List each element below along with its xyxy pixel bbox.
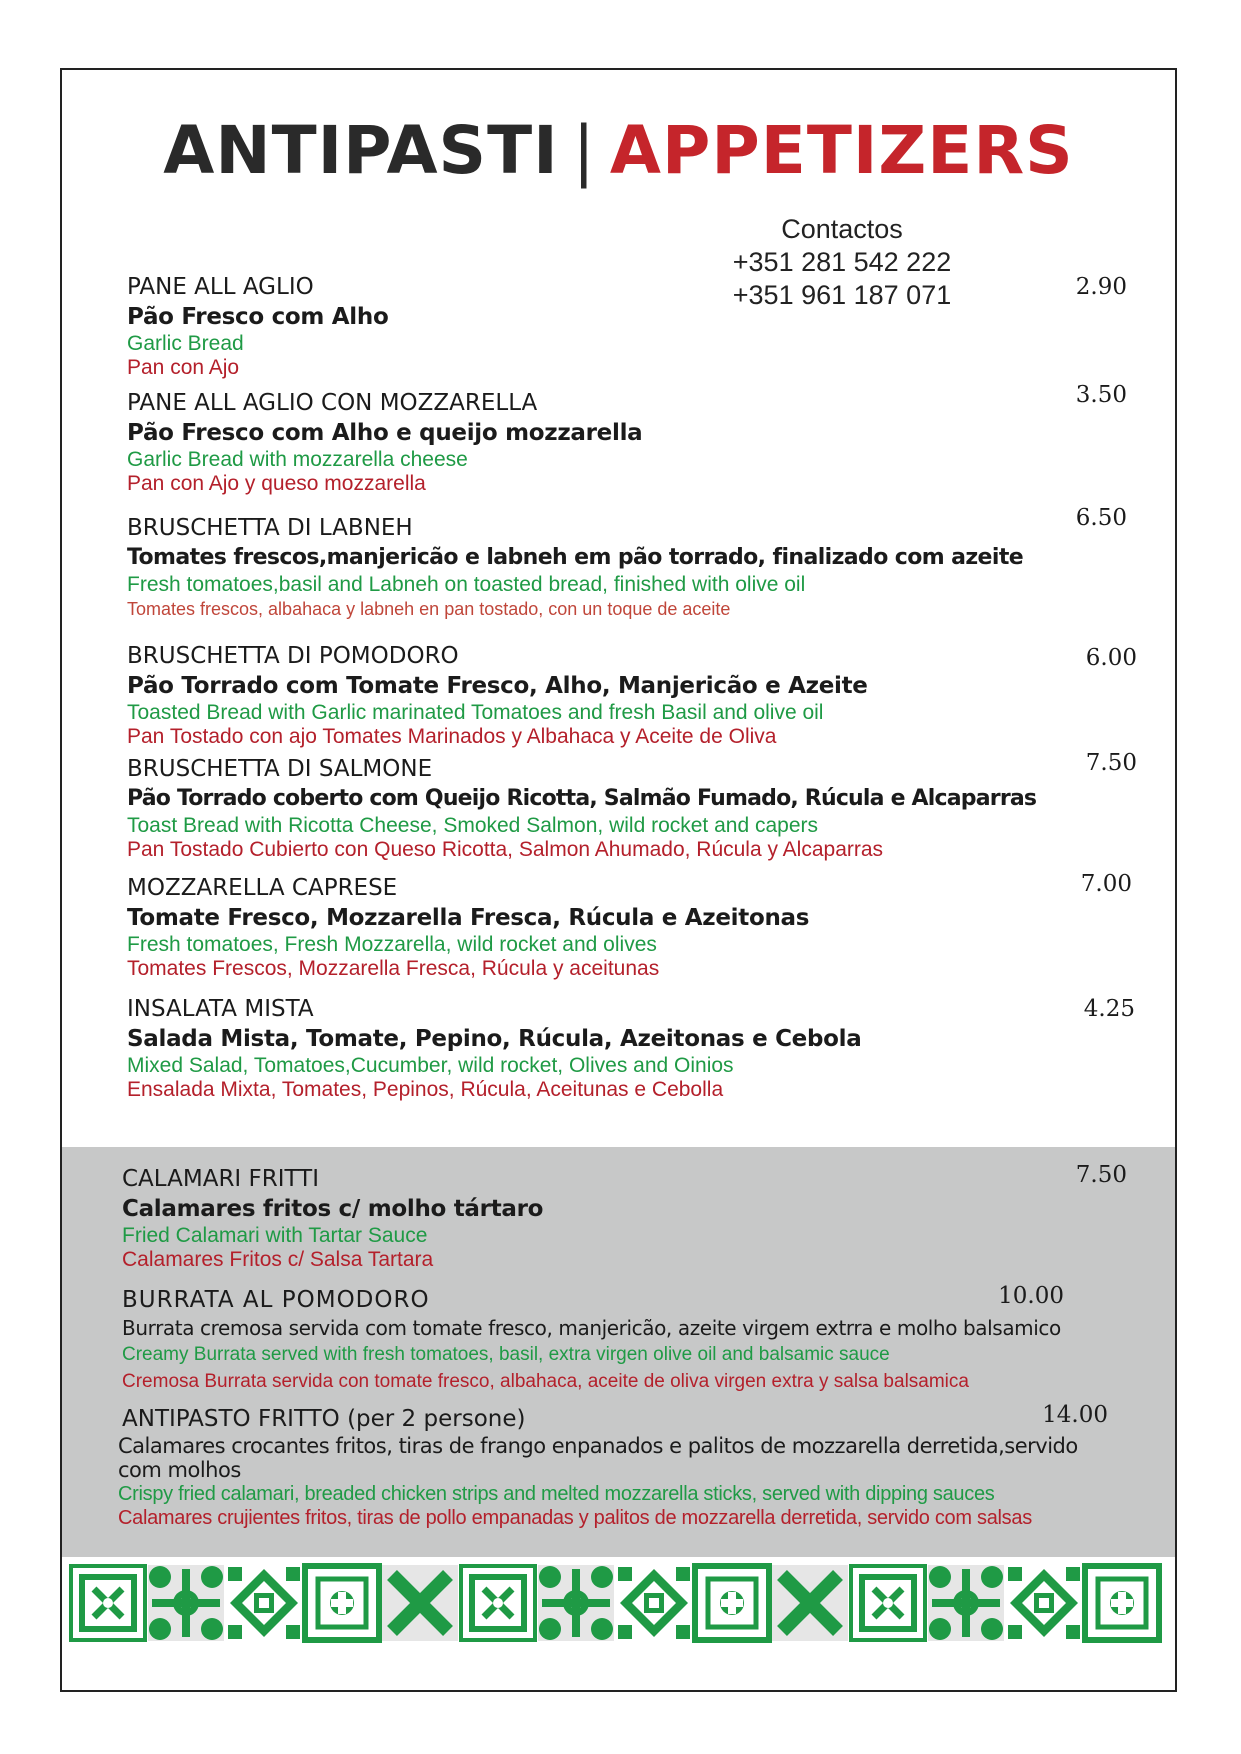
item-portuguese: Tomate Fresco, Mozzarella Fresca, Rúcula e Azeitonas bbox=[127, 905, 810, 931]
menu-item-burrata bbox=[122, 1285, 1112, 1395]
item-english: Toasted Bread with Garlic marinated Tomatoes and fresh Basil and olive oil bbox=[127, 701, 824, 724]
item-name: BRUSCHETTA DI POMODORO bbox=[127, 643, 459, 669]
contacts-label: Contactos bbox=[781, 214, 903, 244]
item-name: BRUSCHETTA DI SALMONE bbox=[127, 756, 433, 782]
menu-item-bruschetta-labneh bbox=[127, 505, 1137, 621]
item-price: 6.50 bbox=[1075, 505, 1127, 531]
item-portuguese: Salada Mista, Tomate, Pepino, Rúcula, Azeitonas e Cebola bbox=[127, 1026, 862, 1052]
item-portuguese: Tomates frescos,manjericão e labneh em pão torrado, finalizado com azeite bbox=[127, 545, 1024, 570]
item-price: 14.00 bbox=[1042, 1402, 1108, 1428]
item-price: 7.50 bbox=[1075, 1162, 1127, 1188]
item-portuguese: Burrata cremosa servida com tomate fresco, manjericão, azeite virgem extrra e molho balsamico bbox=[122, 1316, 1061, 1340]
item-name: BURRATA AL POMODORO bbox=[122, 1287, 430, 1313]
item-english: Creamy Burrata served with fresh tomatoes, basil, extra virgen olive oil and balsamic sauce bbox=[122, 1344, 890, 1365]
item-english: Mixed Salad, Tomatoes,Cucumber, wild rocket, Olives and Oinios bbox=[127, 1054, 734, 1077]
item-spanish: Calamares crujientes fritos, tiras de pollo empanadas y palitos de mozzarella derretida, servido com salsas bbox=[118, 1507, 1032, 1529]
item-name: ANTIPASTO FRITTO (per 2 persone) bbox=[122, 1406, 526, 1432]
item-english: Garlic Bread with mozzarella cheese bbox=[127, 448, 468, 471]
item-portuguese: Pão Torrado com Tomate Fresco, Alho, Manjericão e Azeite bbox=[127, 673, 868, 699]
menu-item-mozzarella-caprese bbox=[127, 871, 1132, 981]
item-price: 3.50 bbox=[1075, 382, 1127, 408]
item-english: Crispy fried calamari, breaded chicken strips and melted mozzarella sticks, served with dipping sauces bbox=[118, 1483, 995, 1505]
item-spanish: Pan con Ajo y queso mozzarella bbox=[127, 472, 426, 495]
item-name: BRUSCHETTA DI LABNEH bbox=[127, 515, 413, 541]
title-italian: ANTIPASTI bbox=[163, 112, 559, 189]
menu-item-calamari-fritti bbox=[122, 1162, 1127, 1272]
item-english: Fresh tomatoes, Fresh Mozzarella, wild rocket and olives bbox=[127, 933, 657, 956]
item-portuguese: Pão Torrado coberto com Queijo Ricotta, Salmão Fumado, Rúcula e Alcaparras bbox=[127, 786, 1037, 811]
item-english: Garlic Bread bbox=[127, 332, 244, 355]
item-price: 7.00 bbox=[1080, 871, 1132, 897]
item-name: INSALATA MISTA bbox=[127, 996, 314, 1022]
item-spanish: Ensalada Mixta, Tomates, Pepinos, Rúcula, Aceitunas e Cebolla bbox=[127, 1078, 724, 1101]
item-price: 7.50 bbox=[1085, 750, 1137, 776]
menu-item-bruschetta-pomodoro bbox=[127, 641, 1137, 749]
item-price: 2.90 bbox=[1075, 274, 1127, 300]
menu-item-pane-aglio-mozzarella bbox=[127, 382, 1127, 496]
item-spanish: Calamares Fritos c/ Salsa Tartara bbox=[122, 1248, 434, 1271]
title-separator: | bbox=[572, 112, 596, 189]
item-spanish: Tomates frescos, albahaca y labneh en pan tostado, con un toque de aceite bbox=[127, 599, 731, 619]
item-english: Fresh tomatoes,basil and Labneh on toasted bread, finished with olive oil bbox=[127, 573, 806, 596]
item-price: 10.00 bbox=[998, 1283, 1064, 1309]
item-name: CALAMARI FRITTI bbox=[122, 1166, 319, 1192]
menu-page bbox=[60, 68, 1177, 1692]
item-spanish: Cremosa Burrata servida con tomate fresco, albahaca, aceite de oliva virgen extra y salsa balsamica bbox=[122, 1371, 969, 1392]
item-portuguese: Pão Fresco com Alho e queijo mozzarella bbox=[127, 420, 643, 446]
page-title bbox=[62, 112, 1175, 189]
menu-item-antipasto-fritto bbox=[118, 1404, 1158, 1530]
item-portuguese: Calamares fritos c/ molho tártaro bbox=[122, 1196, 544, 1222]
item-spanish: Pan Tostado con ajo Tomates Marinados y Albahaca y Aceite de Oliva bbox=[127, 725, 777, 748]
item-spanish: Pan Tostado Cubierto con Queso Ricotta, Salmon Ahumado, Rúcula y Alcaparras bbox=[127, 838, 884, 861]
item-english: Toast Bread with Ricotta Cheese, Smoked Salmon, wild rocket and capers bbox=[127, 814, 819, 837]
item-spanish: Pan con Ajo bbox=[127, 356, 240, 379]
menu-item-bruschetta-salmone bbox=[127, 750, 1137, 862]
item-price: 6.00 bbox=[1085, 645, 1137, 671]
item-english: Fried Calamari with Tartar Sauce bbox=[122, 1224, 428, 1247]
title-english: APPETIZERS bbox=[609, 112, 1074, 189]
menu-item-insalata-mista bbox=[127, 994, 1135, 1102]
item-name: MOZZARELLA CAPRESE bbox=[127, 875, 398, 901]
decorative-tile-border bbox=[62, 1557, 1175, 1662]
item-portuguese: Calamares crocantes fritos, tiras de frango enpanados e palitos de mozzarella derretida,servido com molhos bbox=[118, 1434, 1078, 1482]
menu-item-pane-all-aglio bbox=[127, 272, 1127, 380]
contact-phone-1: +351 281 542 222 bbox=[732, 247, 952, 277]
item-name: PANE ALL AGLIO bbox=[127, 274, 314, 300]
item-price: 4.25 bbox=[1083, 996, 1135, 1022]
item-name: PANE ALL AGLIO CON MOZZARELLA bbox=[127, 390, 538, 416]
item-portuguese: Pão Fresco com Alho bbox=[127, 304, 389, 330]
tile-pattern-icon bbox=[62, 1557, 1175, 1657]
contact-phone-2: +351 961 187 071 bbox=[732, 280, 952, 310]
item-spanish: Tomates Frescos, Mozzarella Fresca, Rúcula y aceitunas bbox=[127, 957, 660, 980]
